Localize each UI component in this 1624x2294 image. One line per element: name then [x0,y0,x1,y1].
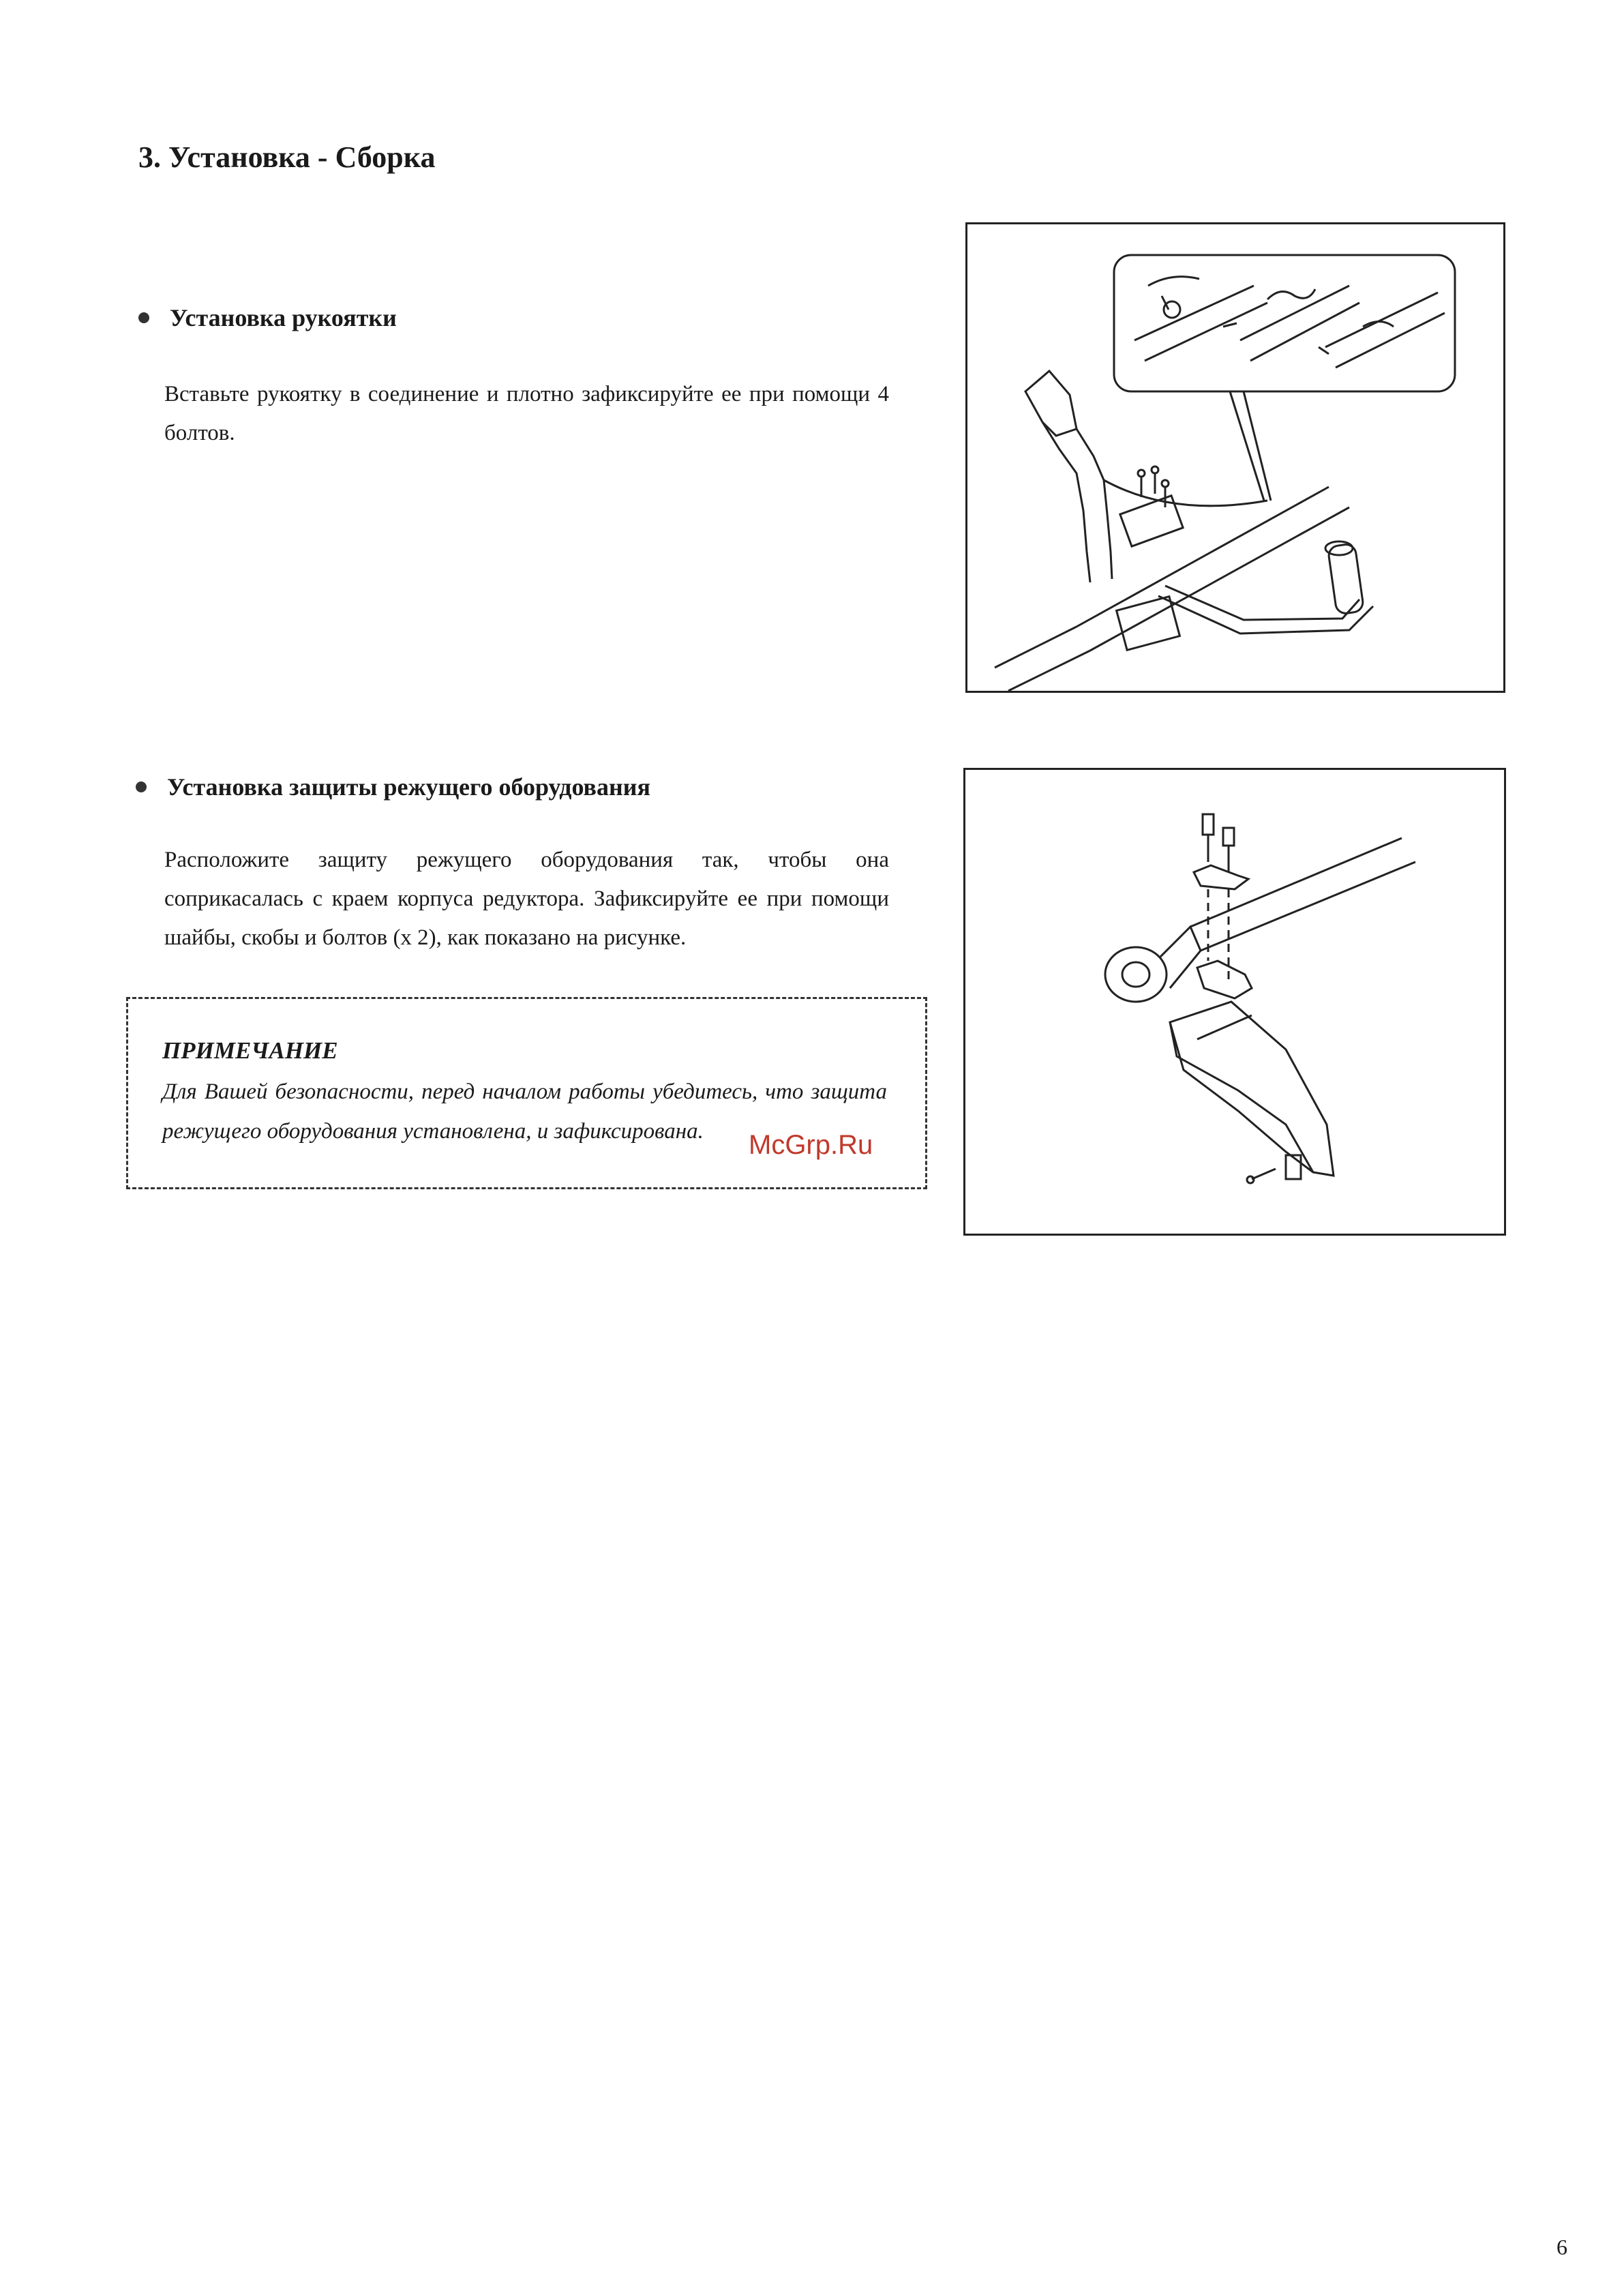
guard-assembly-illustration-icon [965,770,1504,1234]
section-heading-handle-text: Установка рукоятки [170,304,397,331]
section-text-handle: Вставьте рукоятку в соединение и плотно зафиксируйте ее при помощи 4 болтов. [164,382,889,445]
handle-assembly-illustration-icon [967,224,1503,691]
section-heading-guard-text: Установка защиты режущего оборудования [167,773,650,801]
page-title: 3. Установка - Сборка [138,140,436,174]
note-text: Для Вашей безопасности, перед началом работы убедитесь, что защита режущего оборудования установлена, и зафиксирована. [162,1079,887,1144]
note-title: ПРИМЕЧАНИЕ [162,1037,338,1064]
bullet-icon [138,312,149,323]
section-heading-guard [136,773,650,801]
section-heading-handle [138,303,397,332]
watermark: McGrp.Ru [749,1130,873,1160]
bullet-icon [136,781,147,792]
figure-handle-assembly [965,222,1505,693]
page-number: 6 [1557,2235,1567,2259]
section-text-guard: Расположите защиту режущего оборудования так, чтобы она соприкасалась с краем корпуса редуктора. Зафиксируйте ее при помощи шайбы, скобы и болтов (х 2), как показано на рисунке. [164,848,889,950]
figure-guard-assembly [963,768,1506,1236]
